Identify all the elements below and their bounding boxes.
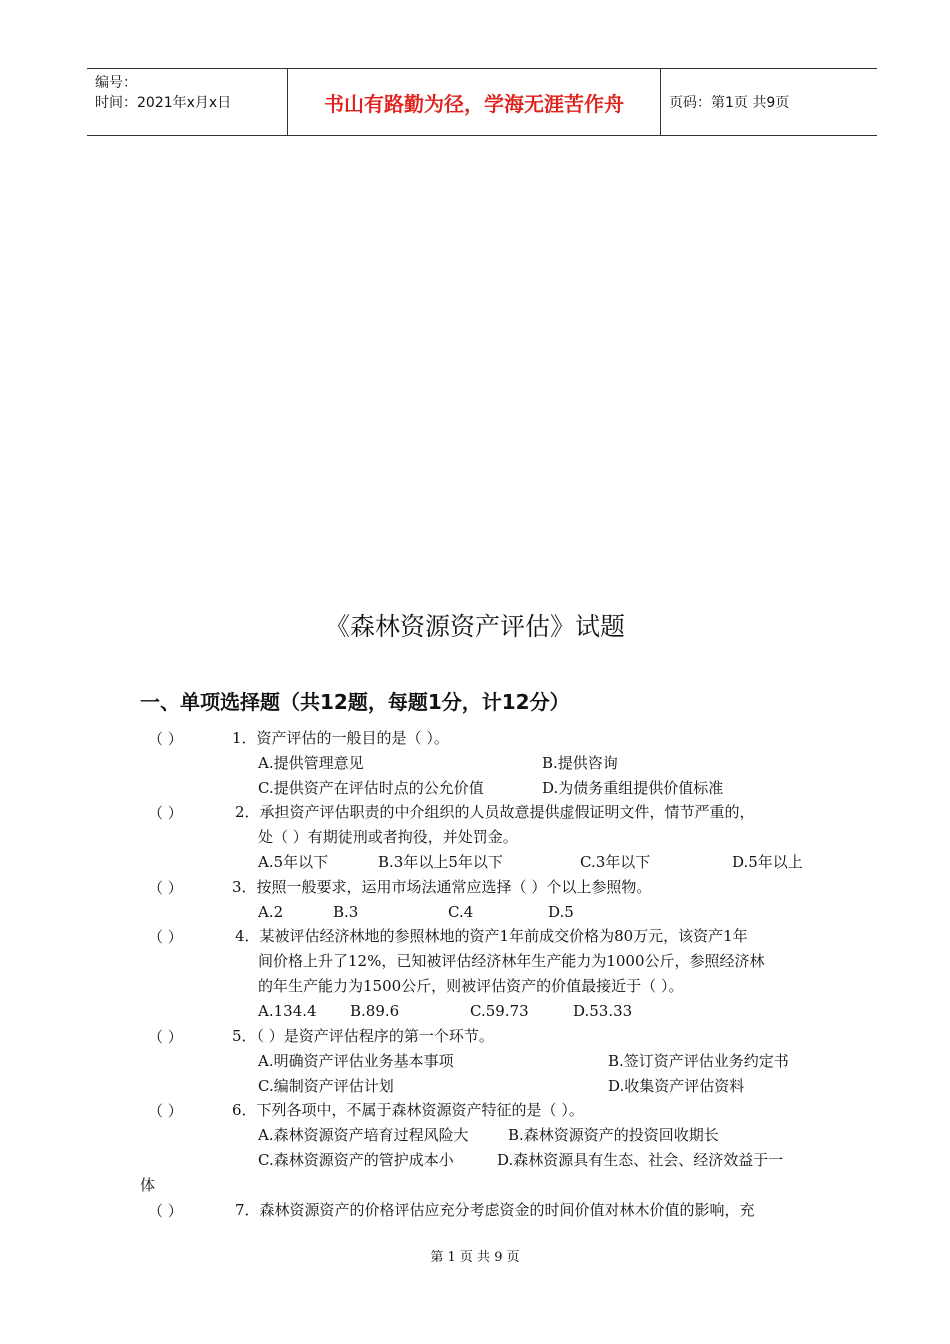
question-4-stem-line3: 的年生产能力为1500公斤，则被评估资产的价值最接近于（ ）。	[258, 977, 684, 995]
question-1-stem: 1．资产评估的一般目的是（ ）。	[232, 729, 449, 747]
question-1-option-a: A.提供管理意见	[258, 754, 364, 772]
exam-title: 《森林资源资产评估》试题	[324, 612, 625, 641]
question-5-option-b: B.签订资产评估业务约定书	[608, 1052, 789, 1070]
page-footer: 第 1 页 共 9 页	[430, 1250, 520, 1265]
question-5-option-d: D.收集资产评估资料	[608, 1077, 745, 1095]
question-5-option-a: A.明确资产评估业务基本事项	[258, 1052, 454, 1070]
question-6-stem: 6．下列各项中，不属于森林资源资产特征的是（ ）。	[232, 1101, 584, 1119]
answer-blank-4: （ ）	[148, 928, 183, 946]
answer-blank-7: （ ）	[148, 1202, 183, 1220]
question-4-stem-line2: 间价格上升了12%，已知被评估经济林年生产能力为1000公斤，参照经济林	[258, 952, 765, 970]
question-4-option-a: A.134.4	[258, 1002, 317, 1020]
question-3-option-c: C.4	[448, 903, 474, 921]
question-6-option-d: D.森林资源具有生态、社会、经济效益于一	[497, 1151, 784, 1169]
question-6-option-b: B.森林资源资产的投资回收期长	[508, 1126, 719, 1144]
question-4-option-b: B.89.6	[350, 1002, 400, 1020]
answer-blank-2: （ ）	[148, 804, 183, 822]
question-2-stem-line1: 2．承担资产评估职责的中介组织的人员故意提供虚假证明文件，情节严重的，	[235, 803, 755, 821]
section-title: 一、单项选择题（共12题，每题1分，计12分）	[140, 690, 570, 714]
answer-blank-3: （ ）	[148, 879, 183, 897]
question-3-stem: 3．按照一般要求，运用市场法通常应选择（ ）个以上参照物。	[232, 878, 652, 896]
question-2-option-d: D.5年以上	[732, 853, 803, 871]
question-4-stem-line1: 4．某被评估经济林地的参照林地的资产1年前成交价格为80万元，该资产1年	[235, 927, 748, 945]
question-2-option-a: A.5年以下	[258, 853, 329, 871]
document-number: 编号：	[95, 75, 137, 91]
question-3-option-b: B.3	[333, 903, 359, 921]
page-header	[87, 68, 877, 136]
question-6-option-c: C.森林资源资产的管护成本小	[258, 1151, 454, 1169]
answer-blank-5: （ ）	[148, 1028, 183, 1046]
question-1-option-d: D.为债务重组提供价值标准	[542, 779, 724, 797]
question-5-option-c: C.编制资产评估计划	[258, 1077, 394, 1095]
question-1-option-c: C.提供资产在评估时点的公允价值	[258, 779, 484, 797]
question-3-option-d: D.5	[548, 903, 574, 921]
question-4-option-c: C.59.73	[470, 1002, 529, 1020]
document-date: 时间：2021年x月x日	[95, 95, 232, 111]
answer-blank-6: （ ）	[148, 1102, 183, 1120]
question-6-option-a: A.森林资源资产培育过程风险大	[258, 1126, 469, 1144]
question-7-stem: 7．森林资源资产的价格评估应充分考虑资金的时间价值对林木价值的影响，充	[235, 1201, 755, 1219]
question-1-option-b: B.提供咨询	[542, 754, 618, 772]
header-page-code: 页码：第1页 共9页	[669, 95, 790, 111]
question-2-stem-line2: 处（ ）有期徒刑或者拘役，并处罚金。	[258, 828, 518, 846]
question-2-option-c: C.3年以下	[580, 853, 651, 871]
question-5-stem: 5．（ ）是资产评估程序的第一个环节。	[232, 1027, 494, 1045]
answer-blank-1: （ ）	[148, 730, 183, 748]
header-motto: 书山有路勤为径，学海无涯苦作舟	[287, 69, 661, 135]
question-3-option-a: A.2	[258, 903, 284, 921]
question-4-option-d: D.53.33	[573, 1002, 633, 1020]
question-2-option-b: B.3年以上5年以下	[378, 853, 503, 871]
question-6-option-d-continued: 体	[140, 1176, 156, 1194]
header-meta	[87, 69, 287, 135]
